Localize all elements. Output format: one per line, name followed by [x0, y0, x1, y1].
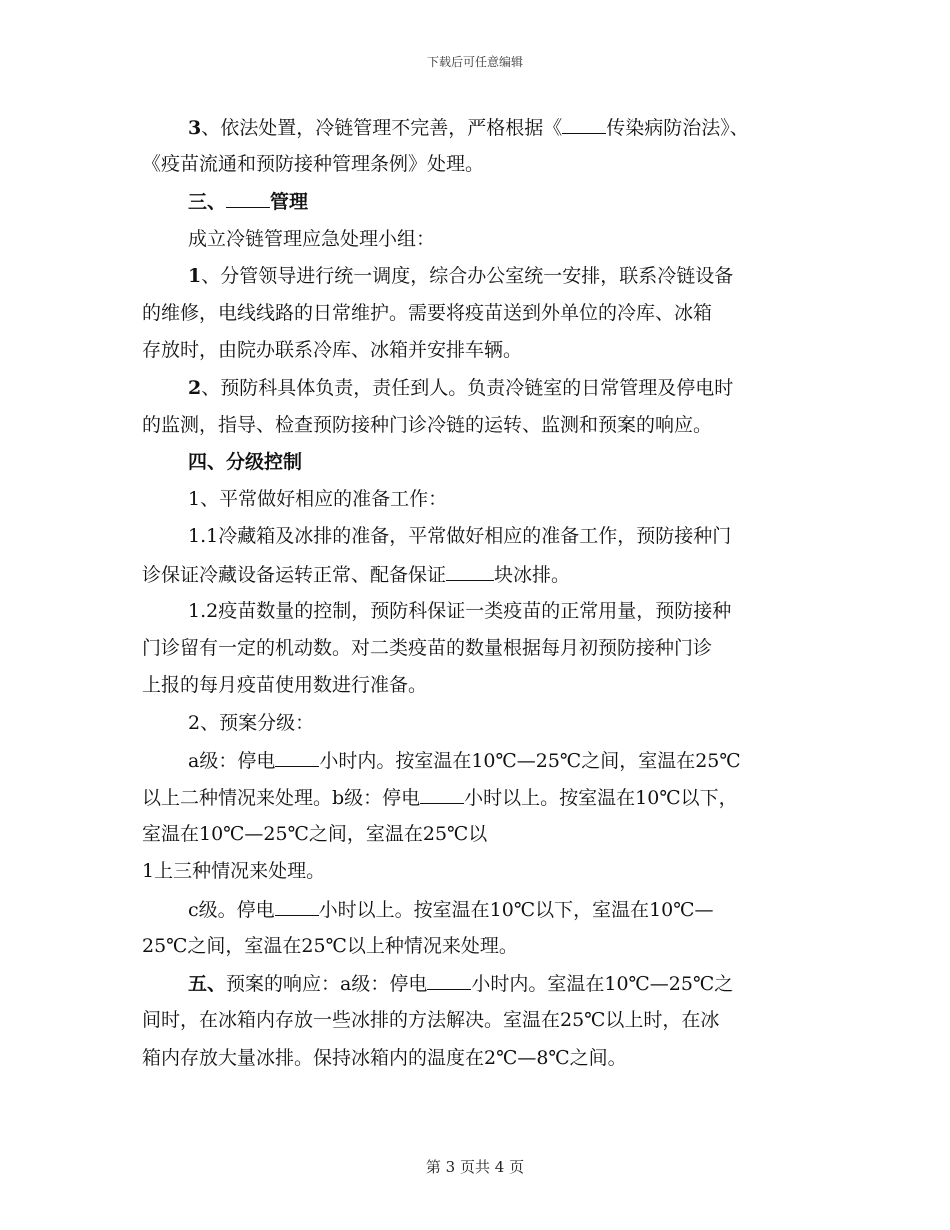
fill-blank: [275, 748, 319, 767]
text-segment: a级：停电: [188, 750, 276, 772]
paragraph-line: 存放时，由院办联系冷库、冰箱并安排车辆。: [142, 339, 523, 361]
fill-blank: [562, 115, 606, 134]
paragraph-line: [188, 264, 733, 288]
section-number: 五、: [188, 973, 227, 995]
fill-blank: [420, 785, 464, 804]
paragraph-line: 的监测，指导、检查预防接种门诊冷链的运转、监测和预案的响应。: [142, 414, 713, 436]
paragraph-line: [188, 971, 733, 996]
item-number: 3: [188, 117, 202, 139]
text-segment: 小时内。按室温在10℃—25℃之间，室温在25℃: [319, 750, 741, 772]
paragraph-line: [188, 748, 741, 773]
paragraph-line: 25℃之间，室温在25℃以上种情况来处理。: [142, 935, 518, 957]
section-heading: 四、分级控制: [188, 451, 303, 473]
text-segment: 管理: [270, 191, 309, 213]
fill-blank: [446, 562, 494, 581]
paragraph-line: 的维修，电线线路的日常维护。需要将疫苗送到外单位的冷库、冰箱: [142, 302, 713, 324]
paragraph-line: 1、平常做好相应的准备工作：: [188, 488, 448, 510]
fill-blank: [226, 189, 270, 208]
item-number: 1: [188, 265, 202, 287]
paragraph-line: 《疫苗流通和预防接种管理条例》处理。: [142, 153, 485, 175]
paragraph-line: 门诊留有一定的机动数。对二类疫苗的数量根据每月初预防接种门诊: [142, 637, 713, 659]
paragraph-line: [142, 562, 570, 587]
text-segment: 小时以上。按室温在10℃以下，室温在10℃—: [318, 899, 714, 921]
paragraph-line: [188, 376, 733, 400]
text-segment: 小时内。室温在10℃—25℃之: [471, 973, 734, 995]
fill-blank: [427, 971, 471, 990]
text-segment: 、预防科具体负责，责任到人。负责冷链室的日常管理及停电时: [201, 377, 734, 399]
text-segment: 、分管领导进行统一调度，综合办公室统一安排，联系冷链设备: [201, 265, 734, 287]
paragraph-line: 室温在10℃—25℃之间，室温在25℃以: [142, 823, 488, 845]
paragraph-line: 2、预案分级：: [188, 712, 315, 734]
text-segment: 块冰排。: [494, 564, 571, 586]
paragraph-line: 1.2疫苗数量的控制，预防科保证一类疫苗的正常用量，预防接种: [188, 600, 732, 622]
text-segment: 小时以上。按室温在10℃以下，: [464, 787, 738, 809]
paragraph-line: 箱内存放大量冰排。保持冰箱内的温度在2℃—8℃之间。: [142, 1047, 627, 1069]
paragraph-line: 1上三种情况来处理。: [142, 860, 326, 882]
paragraph-line: 上报的每月疫苗使用数进行准备。: [142, 674, 428, 696]
paragraph-line: 1.1冷藏箱及冰排的准备，平常做好相应的准备工作，预防接种门: [188, 525, 732, 547]
item-number: 2: [188, 377, 202, 399]
paragraph-line: [188, 115, 749, 140]
section-heading: [188, 189, 308, 214]
fill-blank: [275, 897, 319, 916]
text-segment: 三、: [188, 191, 227, 213]
paragraph-line: 间时，在冰箱内存放一些冰排的方法解决。室温在25℃以上时，在冰: [142, 1009, 720, 1031]
page-footer: 第 3 页共 4 页: [425, 1158, 525, 1176]
text-segment: 、依法处置，冷链管理不完善，严格根据《: [201, 117, 563, 139]
text-segment: 预案的响应：a级：停电: [226, 973, 428, 995]
text-segment: 以上二种情况来处理。b级：停电: [142, 787, 421, 809]
page-header: 下载后可任意编辑: [426, 55, 523, 69]
paragraph-line: 成立冷链管理应急处理小组：: [188, 228, 436, 250]
text-segment: c级。停电: [188, 899, 275, 921]
text-segment: 诊保证冷藏设备运转正常、配备保证: [142, 564, 447, 586]
text-segment: 传染病防治法》、: [606, 117, 749, 139]
paragraph-line: [142, 785, 738, 810]
paragraph-line: [188, 897, 714, 922]
